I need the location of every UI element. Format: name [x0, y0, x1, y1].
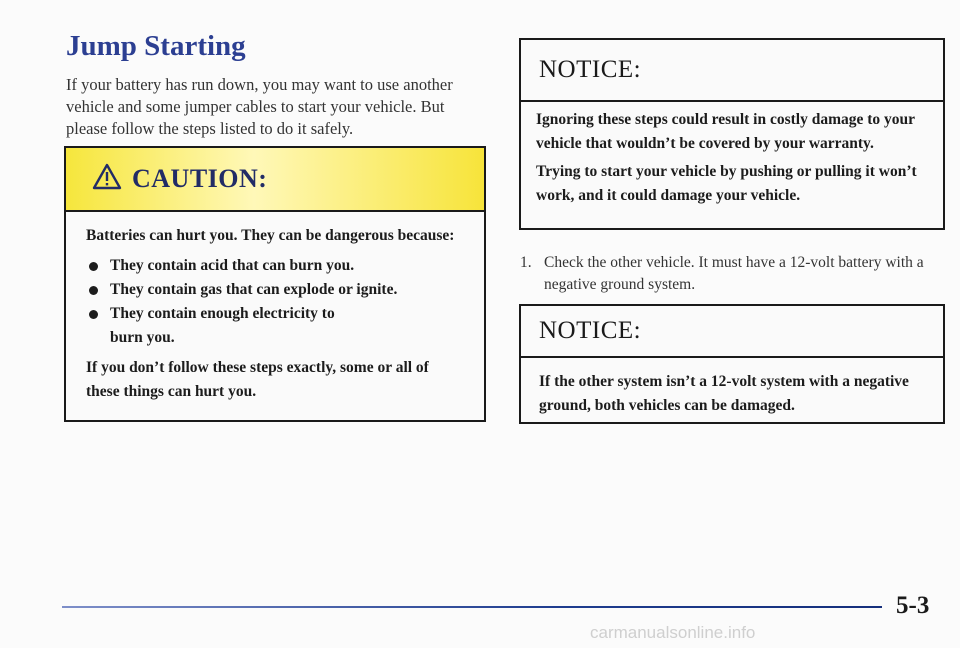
- list-item: [86, 254, 466, 278]
- bullet-icon: [89, 286, 98, 295]
- bullet-icon: [89, 262, 98, 271]
- notice-paragraph: If the other system isn’t a 12-volt system with a negative ground, both vehicles can be damaged.: [539, 373, 909, 414]
- page-title: Jump Starting: [66, 30, 246, 62]
- caution-closing: If you don’t follow these steps exactly, some or all of these things can hurt you.: [86, 359, 429, 400]
- caution-body: [66, 212, 484, 404]
- notice-heading: NOTICE:: [539, 317, 642, 344]
- list-item: [86, 278, 466, 302]
- step-1: [520, 252, 930, 296]
- step-number: 1.: [520, 254, 532, 271]
- page-number: 5-3: [896, 592, 930, 619]
- notice-box-damage: [519, 38, 945, 230]
- notice-body: [521, 358, 943, 418]
- notice-heading: NOTICE:: [539, 56, 642, 83]
- notice-header: [521, 40, 943, 102]
- notice-box-ground: [519, 304, 945, 424]
- warning-triangle-icon: [92, 163, 122, 195]
- list-item: [86, 302, 466, 350]
- footer-rule: [62, 606, 882, 608]
- bullet-text: They contain gas that can explode or ignite.: [110, 281, 398, 298]
- notice-header: [521, 306, 943, 358]
- notice-paragraph: Ignoring these steps could result in costly damage to your vehicle that wouldn’t be covered by your warranty.: [536, 111, 915, 152]
- bullet-text: They contain acid that can burn you.: [110, 257, 355, 274]
- bullet-icon: [89, 310, 98, 319]
- watermark: carmanualsonline.info: [590, 623, 756, 642]
- notice-body: [521, 102, 943, 208]
- caution-list: [86, 254, 466, 350]
- caution-box: [64, 146, 486, 422]
- notice-paragraph: Trying to start your vehicle by pushing or pulling it won’t work, and it could damage your vehicle.: [536, 163, 917, 204]
- caution-header: [66, 148, 484, 212]
- bullet-text: They contain enough electricity to burn you.: [110, 305, 335, 346]
- intro-paragraph: If your battery has run down, you may want to use another vehicle and some jumper cables to start your vehicle. But please follow the steps listed to do it safely.: [66, 75, 453, 138]
- step-text: Check the other vehicle. It must have a 12-volt battery with a negative ground system.: [544, 254, 924, 293]
- caution-heading: CAUTION:: [132, 164, 268, 193]
- caution-lead: Batteries can hurt you. They can be dangerous because:: [86, 227, 455, 244]
